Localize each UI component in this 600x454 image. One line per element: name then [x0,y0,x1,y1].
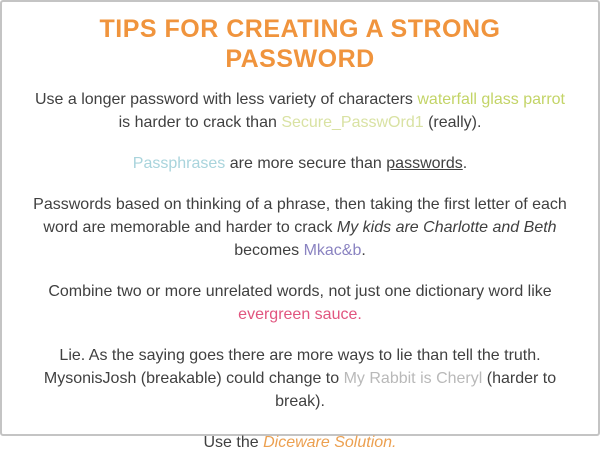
tip-paragraph-1 [28,88,572,134]
tip-paragraph-4 [28,280,572,326]
tips-list [28,88,572,454]
example-combined-words: evergreen sauce. [238,306,362,323]
tip-1-segment-1: Use a longer password with less variety of characters [34,91,418,108]
tip-2-segment-2: are more secure than [225,155,387,172]
example-acronym-password: Mkac&b [303,242,362,259]
tip-paragraph-6 [28,431,572,454]
example-weak-password: Secure_PasswOrd1 [281,114,424,131]
passphrases-term: Passphrases [132,155,226,172]
tip-5-segment-3: (harder to break). [275,370,557,410]
tip-paragraph-3 [28,193,572,262]
tip-2-segment-4: . [462,155,468,172]
page-title: TIPS FOR CREATING A STRONG PASSWORD [99,15,501,73]
tip-paragraph-2 [28,152,572,175]
tip-1-segment-3: is harder to crack than [118,114,282,131]
example-phrase: My kids are Charlotte and Beth [336,219,557,236]
tip-5-segment-1: Lie. As the saying goes there are more ways to lie than tell the truth. MysonisJosh (breakable) could change to [43,347,541,387]
tip-6-segment-1: Use the [203,434,264,451]
tip-paragraph-5 [28,344,572,413]
diceware-link: Diceware Solution. [263,434,397,451]
tip-4-segment-1: Combine two or more unrelated words, not just one dictionary word like [48,283,552,300]
tip-3-segment-5: . [361,242,366,259]
passwords-term: passwords [386,155,463,172]
example-lie-password: My Rabbit is Cheryl [343,370,483,387]
example-good-password: waterfall glass parrot [417,91,565,108]
tip-3-segment-3: becomes [234,242,304,259]
tip-3-segment-1: Passwords based on thinking of a phrase, then taking the first letter of each word are memorable and harder to crack [33,196,567,236]
tip-1-segment-5: (really). [423,114,482,131]
